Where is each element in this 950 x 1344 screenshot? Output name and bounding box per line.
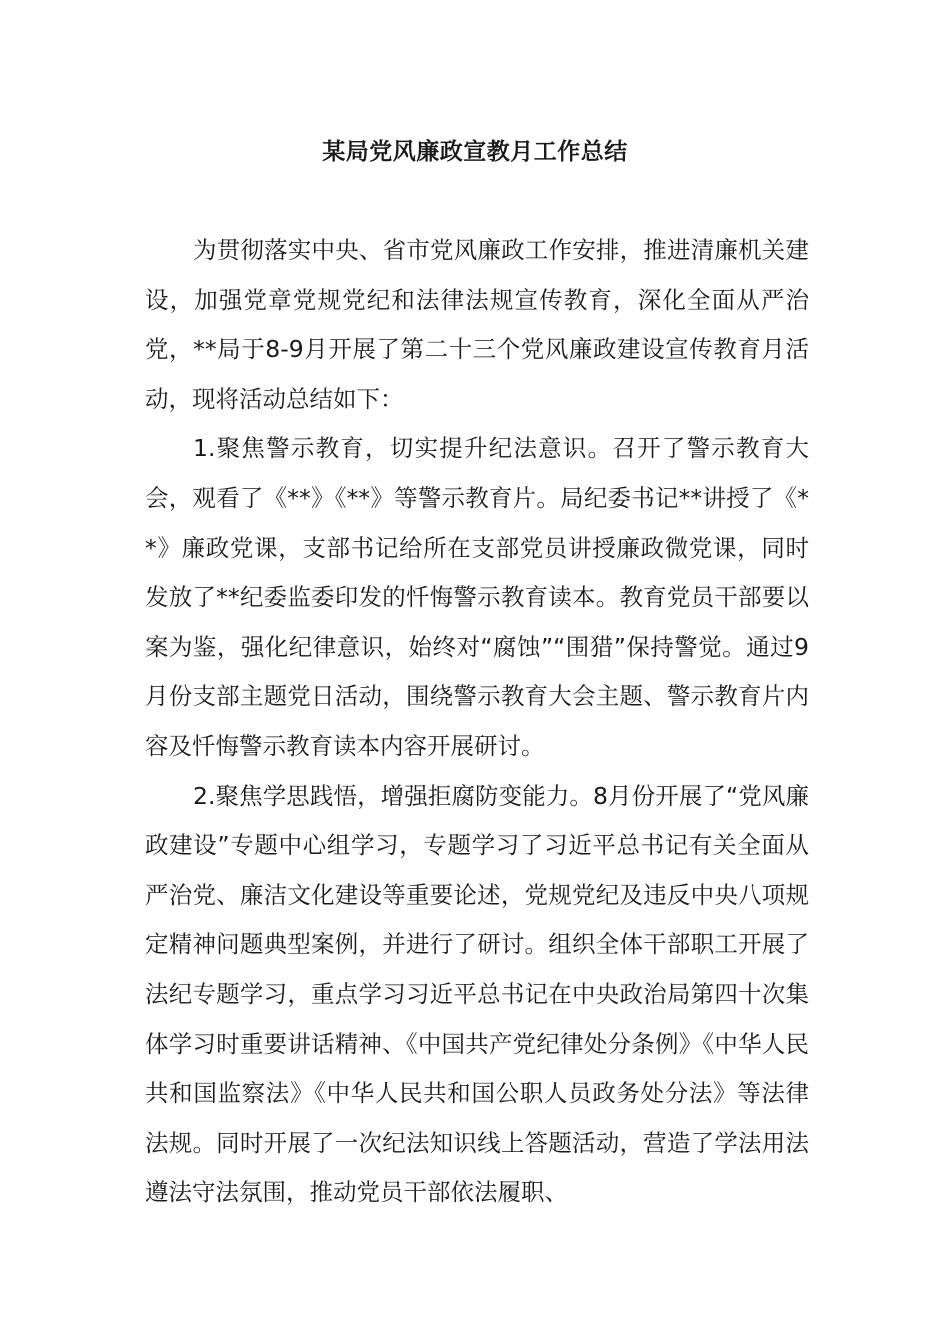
paragraph-warning-education: 1.聚焦警示教育，切实提升纪法意识。召开了警示教育大会，观看了《**》《**》等警示教育片。局纪委书记**讲授了《**》廉政党课，支部书记给所在支部党员讲授廉政微党课，同时发放了**纪委监委印发的忏悔警示教育读本。教育党员干部要以案为鉴，强化纪律意识，始终对“腐蚀”“围猎”保持警觉。通过9月份支部主题党日活动，围绕警示教育大会主题、警示教育片内容及忏悔警示教育读本内容开展研讨。 <box>145 434 809 760</box>
document-title: 某局党风廉政宣教月工作总结 <box>322 139 628 165</box>
paragraph-intro: 为贯彻落实中央、省市党风廉政工作安排，推进清廉机关建设，加强党章党规党纪和法律法规宣传教育，深化全面从严治党，**局于8-9月开展了第二十三个党风廉政建设宣传教育月活动，现将活动总结如下： <box>145 236 809 413</box>
document-body <box>145 226 809 1218</box>
paragraph-study-practice: 2.聚焦学思践悟，增强拒腐防变能力。8月份开展了“党风廉政建设”专题中心组学习，专题学习了习近平总书记有关全面从严治党、廉洁文化建设等重要论述，党规党纪及违反中央八项规定精神问题典型案例，并进行了研讨。组织全体干部职工开展了法纪专题学习，重点学习习近平总书记在中央政治局第四十次集体学习时重要讲话精神、《中国共产党纪律处分条例》《中华人民共和国监察法》《中华人民共和国公职人员政务处分法》等法律法规。同时开展了一次纪法知识线上答题活动，营造了学法用法遵法守法氛围，推动党员干部依法履职、 <box>145 781 809 1207</box>
